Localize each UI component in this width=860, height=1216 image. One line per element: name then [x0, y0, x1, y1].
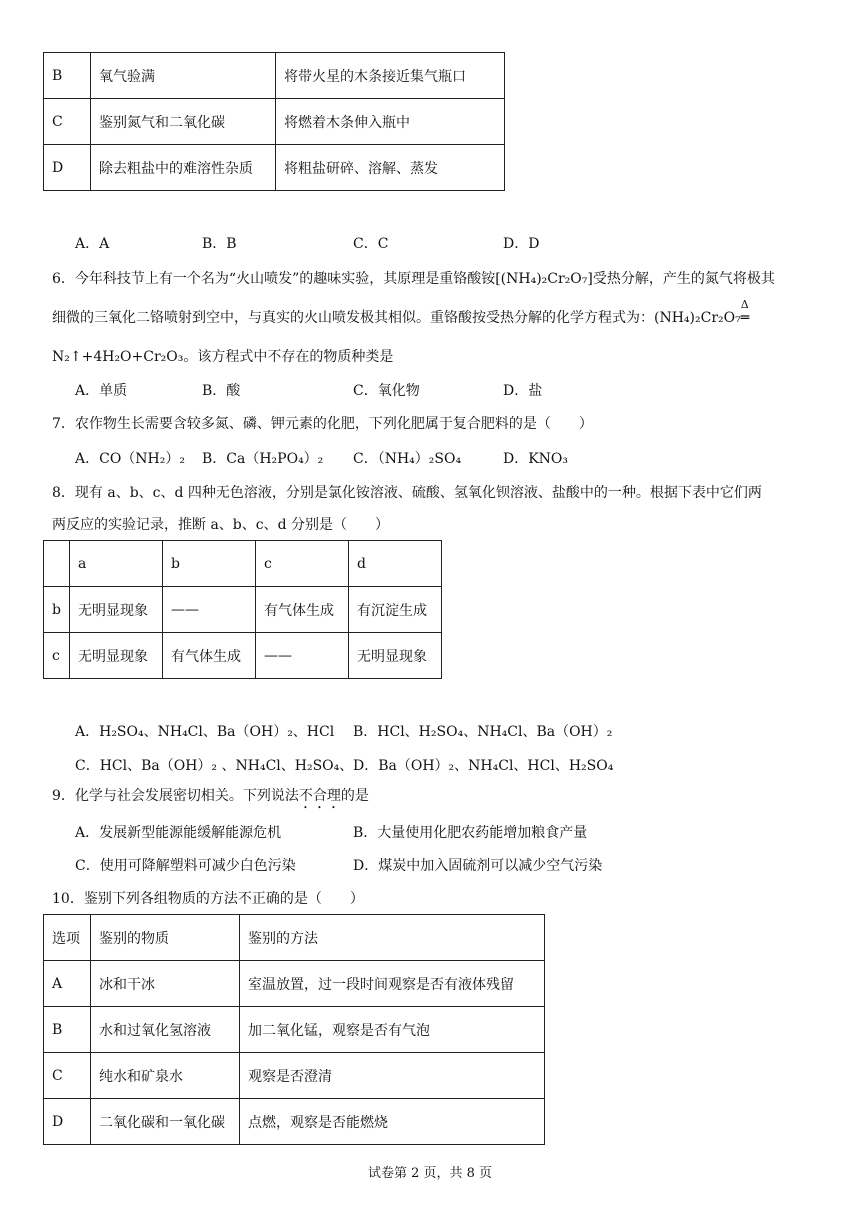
table-row	[44, 587, 442, 633]
table-cell: 除去粗盐中的难溶性杂质	[91, 145, 276, 191]
table-row	[44, 1053, 545, 1099]
table-cell: 室温放置，过一段时间观察是否有液体残留	[240, 961, 545, 1007]
table-cell: 无明显现象	[69, 587, 162, 633]
q9-option-a: A．发展新型能源能缓解能源危机	[75, 825, 282, 841]
delta-icon: Δ	[740, 298, 749, 311]
q5-option-d: D．D	[503, 236, 540, 252]
q6-option-b: B．酸	[202, 383, 241, 399]
table-cell: B	[44, 53, 91, 99]
q6-option-a: A．单质	[75, 383, 128, 399]
q8-line1: 8．现有 a、b、c、d 四种无色溶液，分别是氯化铵溶液、硫酸、氢氧化钡溶液、盐酸中的一种。根据下表中它们两	[52, 485, 762, 501]
table-row	[44, 961, 545, 1007]
q7-option-b: B．Ca（H₂PO₄）₂	[202, 451, 324, 467]
q8-option-d: D．Ba（OH）₂、NH₄Cl、HCl、H₂SO₄	[353, 758, 614, 774]
table-cell: b	[44, 587, 70, 633]
table-cell: 有气体生成	[255, 587, 348, 633]
table-cell: 加二氧化锰，观察是否有气泡	[240, 1007, 545, 1053]
table-cell: 将燃着木条伸入瓶中	[276, 99, 505, 145]
q10-table	[43, 914, 545, 1145]
page-footer: 试卷第 2 页，共 8 页	[367, 1166, 493, 1181]
table-cell: 鉴别氮气和二氧化碳	[91, 99, 276, 145]
table-cell: 纯水和矿泉水	[91, 1053, 240, 1099]
q8-option-c: C．HCl、Ba（OH）₂ 、NH₄Cl、H₂SO₄、	[75, 758, 354, 774]
q7-option-d: D．KNO₃	[503, 451, 569, 467]
q8-option-b: B．HCl、H₂SO₄、NH₄Cl、Ba（OH）₂	[353, 724, 613, 740]
q5-option-a: A．A	[75, 236, 110, 252]
q6-option-d: D．盐	[503, 383, 543, 399]
table-cell: D	[44, 145, 91, 191]
table-row	[44, 1007, 545, 1053]
table-row	[44, 915, 545, 961]
table-row	[44, 53, 505, 99]
q7-option-a: A．CO（NH₂）₂	[75, 451, 185, 467]
table-row	[44, 541, 442, 587]
table-cell: 无明显现象	[69, 633, 162, 679]
table-cell: 有沉淀生成	[348, 587, 441, 633]
table-cell: a	[69, 541, 162, 587]
q9-option-d: D．煤炭中加入固硫剂可以减少空气污染	[353, 858, 603, 874]
table-cell: b	[162, 541, 255, 587]
table-cell: 将粗盐研碎、溶解、蒸发	[276, 145, 505, 191]
table-cell: 点燃，观察是否能燃烧	[240, 1099, 545, 1145]
table-cell: d	[348, 541, 441, 587]
table-cell: 观察是否澄清	[240, 1053, 545, 1099]
q6-option-c: C．氧化物	[353, 383, 420, 399]
q5-table	[43, 52, 505, 191]
q9-stem-emphasis: 不合理	[298, 788, 341, 804]
table-cell: D	[44, 1099, 91, 1145]
table-cell: C	[44, 99, 91, 145]
table-cell: ——	[162, 587, 255, 633]
q5-option-b: B．B	[202, 236, 237, 252]
table-cell: C	[44, 1053, 91, 1099]
table-cell: c	[44, 633, 70, 679]
q6-line2	[52, 298, 750, 327]
table-cell: 鉴别的方法	[240, 915, 545, 961]
q9-stem-post: 的是	[340, 788, 369, 804]
table-row	[44, 1099, 545, 1145]
table-cell: 水和过氧化氢溶液	[91, 1007, 240, 1053]
q6-line3: N₂↑+4H₂O+Cr₂O₃。该方程式中不存在的物质种类是	[52, 349, 394, 365]
q9-option-c: C．使用可降解塑料可减少白色污染	[75, 858, 296, 874]
q7-stem: 7．农作物生长需要含较多氮、磷、钾元素的化肥，下列化肥属于复合肥料的是（ ）	[52, 416, 593, 432]
table-cell: 无明显现象	[348, 633, 441, 679]
q8-option-a: A．H₂SO₄、NH₄Cl、Ba（OH）₂、HCl	[75, 724, 335, 740]
table-cell: 鉴别的物质	[91, 915, 240, 961]
q9-option-b: B．大量使用化肥农药能增加粮食产量	[353, 825, 588, 841]
table-cell: ——	[255, 633, 348, 679]
table-row	[44, 633, 442, 679]
q8-table	[43, 540, 442, 679]
table-cell: 二氧化碳和一氧化碳	[91, 1099, 240, 1145]
table-cell	[44, 541, 70, 587]
table-cell: 冰和干冰	[91, 961, 240, 1007]
table-row	[44, 99, 505, 145]
q10-stem: 10．鉴别下列各组物质的方法不正确的是（ ）	[52, 891, 364, 907]
table-cell: 氧气验满	[91, 53, 276, 99]
q6-line2-text: 细微的三氧化二铬喷射到空中，与真实的火山喷发极其相似。重铬酸按受热分解的化学方程式为：(NH₄)₂Cr₂O₇	[52, 310, 741, 326]
table-cell: c	[255, 541, 348, 587]
table-cell: A	[44, 961, 91, 1007]
q8-line2: 两反应的实验记录，推断 a、b、c、d 分别是（ ）	[52, 517, 390, 533]
heat-symbol: Δ ═	[740, 298, 750, 326]
table-cell: B	[44, 1007, 91, 1053]
q5-option-c: C．C	[353, 236, 389, 252]
q9-stem-pre: 9．化学与社会发展密切相关。下列说法	[52, 788, 299, 804]
q7-option-c: C．（NH₄）₂SO₄	[353, 451, 462, 467]
table-cell: 有气体生成	[162, 633, 255, 679]
table-cell: 选项	[44, 915, 91, 961]
table-cell: 将带火星的木条接近集气瓶口	[276, 53, 505, 99]
table-row	[44, 145, 505, 191]
q6-line1: 6．今年科技节上有一个名为“火山喷发”的趣味实验，其原理是重铬酸铵[(NH₄)₂Cr₂O₇]受热分解，产生的氮气将极其	[52, 271, 775, 287]
q9-stem	[52, 785, 369, 812]
